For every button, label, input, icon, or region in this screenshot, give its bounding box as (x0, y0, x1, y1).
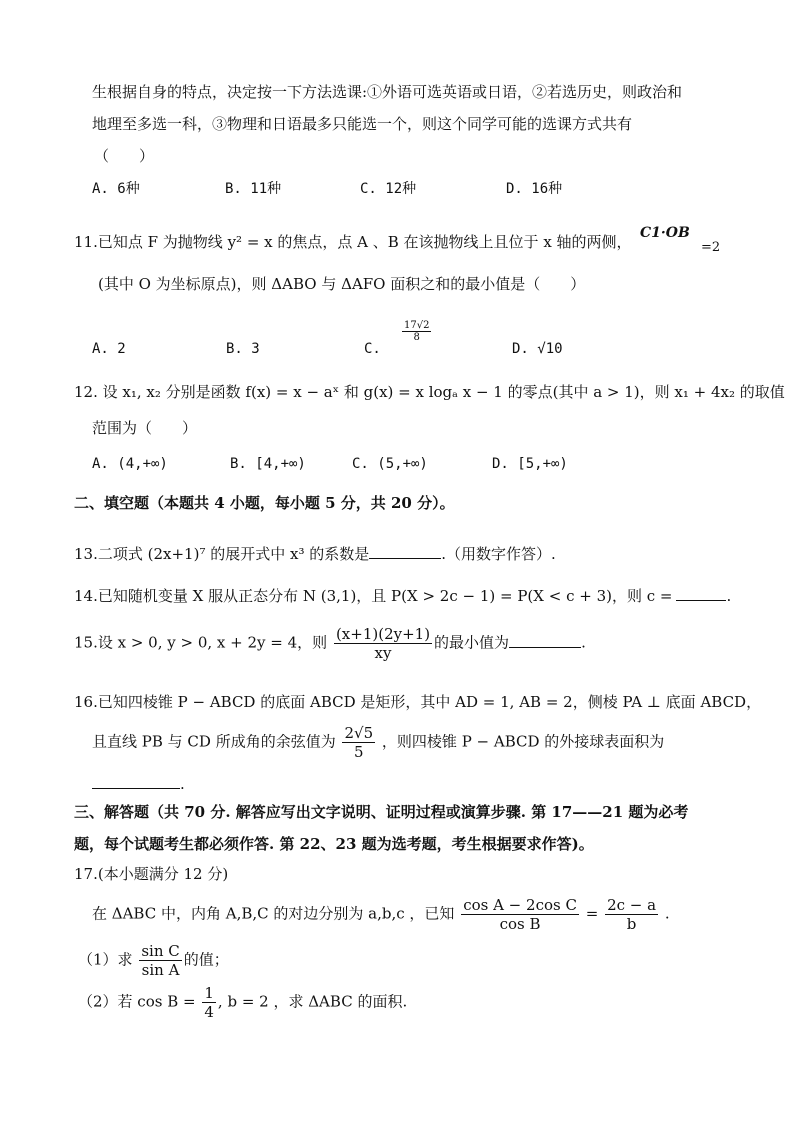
q17-part-1 (78, 942, 229, 979)
q15 (74, 625, 586, 662)
q14-answer-blank (676, 584, 726, 601)
q13-answer-blank (369, 542, 441, 559)
q17-lhs-num: cos A − 2cos C (463, 896, 577, 914)
q17-rhs-num: 2c − a (607, 896, 657, 914)
q11-option-b: B. 3 (226, 341, 260, 357)
q17-lhs-den: cos B (499, 915, 541, 933)
q10-answer-paren: （ ） (94, 147, 155, 165)
q11-option-c-num: 17√2 (404, 320, 430, 331)
q16-text-3: ，则四棱锥 P − ABCD 的外接球表面积为 (381, 732, 665, 751)
q16-answer-blank (92, 772, 180, 789)
section-3-line-2: 题，每个试题考生都必须作答. 第 22、23 题为选考题，考生根据要求作答)。 (74, 835, 594, 853)
q12-option-d: D. [5,+∞) (492, 456, 568, 472)
q15-text-2: 的最小值为 (434, 633, 510, 652)
q13-suffix: .（用数字作答）. (441, 545, 556, 563)
q11-line-1: 11.已知点 F 为抛物线 y² = x 的焦点，点 A 、B 在该抛物线上且位于 x 轴的两侧， (74, 233, 632, 251)
q17-part-1-text: （1）求 (78, 950, 133, 969)
q16-frac-num: 2√5 (344, 724, 374, 742)
q10-option-c: C. 12种 (360, 181, 417, 197)
q11-vector-expression (640, 222, 690, 243)
q12-option-b: B. [4,+∞) (230, 456, 306, 472)
q15-frac-num: (x+1)(2y+1) (335, 625, 431, 643)
q11-option-d: D. √10 (512, 341, 563, 357)
q15-frac-den: xy (374, 644, 392, 662)
q11-vector-rhs: =2 (701, 240, 721, 255)
q17-rhs-den: b (626, 915, 637, 933)
q10-option-b: B. 11种 (225, 181, 282, 197)
q16-suffix: . (180, 775, 185, 793)
q11-option-c: C. (364, 341, 381, 357)
q14-text: 14.已知随机变量 X 服从正态分布 N (3,1)，且 P(X > 2c − 1) = P(X < c + 3)，则 c = (74, 587, 673, 605)
section-2-title: 二、填空题（本题共 4 小题，每小题 5 分，共 20 分）。 (74, 494, 455, 512)
q16-line-1: 16.已知四棱锥 P − ABCD 的底面 ABCD 是矩形，其中 AD = 1, AB = 2，侧棱 PA ⊥ 底面 ABCD， (74, 693, 762, 711)
q17-equals: = (585, 904, 599, 923)
q12-option-a: A. (4,+∞) (92, 456, 168, 472)
q15-suffix: . (581, 633, 586, 652)
q17-part-1-den: sin A (141, 961, 180, 979)
q17-part-2 (78, 984, 407, 1021)
q17-header: 17.(本小题满分 12 分) (74, 865, 229, 883)
q11-line-2: (其中 O 为坐标原点)，则 ΔABO 与 ΔAFO 面积之和的最小值是（ ） (98, 275, 586, 293)
q17-part-1-num: sin C (141, 942, 180, 960)
q10-line-1: 生根据自身的特点，决定按一下方法选课:①外语可选英语或日语，②若选历史，则政治和 (92, 83, 683, 101)
q17-part-2-den: 4 (204, 1003, 214, 1021)
q17-part-1-suffix: 的值； (183, 950, 229, 969)
q12-line-1: 12. 设 x₁, x₂ 分别是函数 f(x) = x − aˣ 和 g(x) = x logₐ x − 1 的零点(其中 a > 1)，则 x₁ + 4x₂ 的取值 (74, 383, 785, 401)
q16-line-3 (92, 772, 185, 794)
q14 (74, 584, 731, 606)
q12-line-2: 范围为（ ） (92, 419, 198, 437)
q17-text-1: 在 ΔABC 中，内角 A,B,C 的对边分别为 a,b,c ，已知 (92, 904, 455, 923)
q15-text: 15.设 x > 0, y > 0, x + 2y = 4，则 (74, 633, 328, 652)
q17-part-2-suffix: , b = 2 ，求 ΔABC 的面积. (217, 992, 408, 1011)
q11-option-c-den: 8 (413, 332, 420, 343)
q10-line-2: 地理至多选一科，③物理和日语最多只能选一个，则这个同学可能的选课方式共有 (92, 115, 633, 133)
q10-option-a: A. 6种 (92, 181, 140, 197)
q16-text-2: 且直线 PB 与 CD 所成角的余弦值为 (92, 732, 336, 751)
q17-part-2-text: （2）若 cos B = (78, 992, 196, 1011)
q16-frac-den: 5 (354, 743, 364, 761)
q17-part-2-num: 1 (204, 984, 214, 1002)
q15-answer-blank (509, 631, 581, 648)
q16-line-2 (92, 724, 664, 761)
q14-suffix: . (726, 587, 732, 605)
q11-option-a: A. 2 (92, 341, 126, 357)
section-3-line-1: 三、解答题（共 70 分. 解答应写出文字说明、证明过程或演算步骤. 第 17——21 题为必考 (74, 803, 689, 821)
q13-text: 13.二项式 (2x+1)⁷ 的展开式中 x³ 的系数是 (74, 545, 370, 563)
q13 (74, 542, 556, 564)
q12-option-c: C. (5,+∞) (352, 456, 428, 472)
q10-option-d: D. 16种 (506, 181, 563, 197)
q17-line-1-end: . (664, 904, 670, 923)
q17-line-1 (92, 896, 670, 933)
q11-vector: C1·OB (640, 225, 690, 241)
q11-option-c-fraction (400, 320, 433, 343)
